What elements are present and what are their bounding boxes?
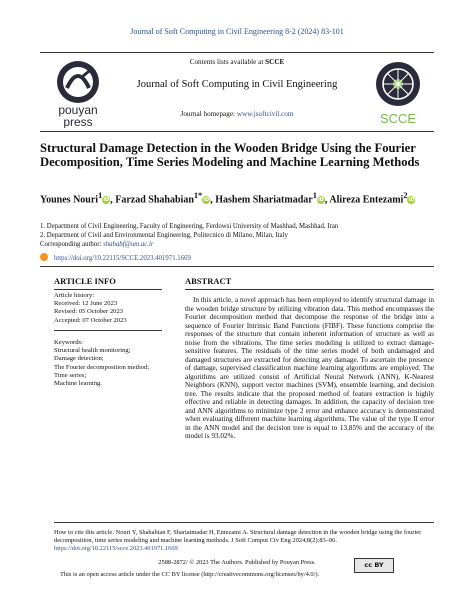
- abstract-rule: [185, 289, 434, 290]
- author-sup: 1: [312, 191, 317, 200]
- issn-line: 2588-2872/ © 2023 The Authors. Published by Pouyan Press.: [158, 559, 316, 566]
- article-info-rule: [54, 289, 162, 290]
- contents-line: [110, 58, 364, 66]
- doi-link[interactable]: https://doi.org/10.22115/SCCE.2023.401971.1669: [54, 255, 191, 262]
- homepage-prefix: Journal homepage:: [180, 110, 236, 118]
- history-line: Revised: 05 October 2023: [54, 308, 124, 316]
- orcid-icon[interactable]: iD: [203, 197, 210, 204]
- corresponding-email-link[interactable]: shahabf@um.ac.ir: [103, 241, 154, 248]
- abstract-body: In this article, a novel approach has been employed to identify structural damage in the wooden bridge structure by utilizing vibration data. This method encompasses the Fourier decomposition method that decompose the response of the bridge into a sequence of Fourier Intrinsic Band Functions (FIBF). These functions comprise the responses of the structure that contain inherent information of structure as well as noise from the vibrations. The time series modeling is utilized to extract damage-sensitive features. The residuals of the time series model of both undamaged and damaged structures are extracted for detecting any damage. To ascertain the presence of damage, supervised classification machine learning algorithms are employed. The algorithms are utilized consist of Artificial Neural Network (ANN), K-Nearest Neighbors (KNN), support vector machines (SVM), ensemble learning, and decision tree. The results indicate that the proposed method of feature extraction is highly effective and reliable in detecting damages. In addition, the capacity of decision tree and ANN algorithms to minimize type 2 error and enhance accuracy is demonstrated when evaluating different machine learning algorithms. The value of the type II error in the ANN model and the decision tree is equal to 13.85% and the accuracy of the model is 93.02%.: [185, 296, 434, 440]
- cc-badge-text: cc BY: [364, 561, 384, 569]
- paper-title: Structural Damage Detection in the Wooden Bridge Using the Fourier Decomposition, Time Series Modeling and Machine Learning Methods: [40, 141, 420, 169]
- keyword: The Fourier decomposition method;: [54, 363, 150, 371]
- orcid-icon[interactable]: iD: [103, 197, 110, 204]
- corresponding-label: Corresponding author:: [40, 241, 102, 248]
- header-rule: [40, 266, 434, 267]
- masthead-journal-name: Journal of Soft Computing in Civil Engineering: [136, 79, 338, 90]
- history-line: Article history:: [54, 292, 95, 299]
- affiliation-1: 1. Department of Civil Engineering, Faculty of Engineering, Ferdowsi University of Mashhad, Mashhad, Iran: [40, 223, 339, 230]
- contents-prefix: Contents lists available at: [189, 58, 264, 66]
- keywords-rule: [54, 330, 162, 331]
- logo-line2: press: [63, 115, 93, 128]
- author-name: Farzad Shahabian: [115, 194, 194, 206]
- scce-logo-text: SCCE: [379, 111, 417, 126]
- journal-running-header: Journal of Soft Computing in Civil Engineering 8-2 (2024) 83-101: [130, 27, 344, 36]
- open-access-icon: [40, 253, 48, 261]
- citation-doi-link[interactable]: https://doi.org/10.22115/scce.2023.401971.1669: [54, 545, 178, 552]
- article-info-heading: ARTICLE INFO: [54, 276, 116, 286]
- keyword: Machine learning.: [54, 380, 102, 388]
- abstract-text: [185, 296, 434, 441]
- keyword: Time series;: [54, 371, 87, 379]
- homepage-link[interactable]: www.jsoftcivil.com: [236, 110, 294, 118]
- affiliation-2: 2. Department of Civil and Environmental Engineering, Politecnico di Milano, Milan, Italy: [40, 232, 288, 239]
- cc-by-license-icon[interactable]: [354, 558, 394, 573]
- keyword: Damage detection;: [54, 355, 104, 363]
- orcid-icon[interactable]: iD: [408, 197, 415, 204]
- keywords-block: [54, 339, 162, 388]
- corresponding-author: [40, 240, 440, 249]
- citation-box: [54, 522, 434, 553]
- abstract-heading: ABSTRACT: [185, 276, 232, 286]
- pouyan-press-logo: [47, 58, 109, 128]
- orcid-icon[interactable]: iD: [317, 197, 324, 204]
- license-line: This is an open access article under the CC BY license (http://creativecommons.org/licenses/by/4.0/).: [60, 571, 320, 578]
- doi-line: [40, 253, 191, 262]
- citation-text: How to cite this article: Nouri Y, Shahabian F, Shariatmadar H, Entezami A. Structural damage detection in the wooden bridge using the fourier decomposition, time series modeling and machine learning methods. J Soft Comput Civ Eng 2024;8(2):83–06.: [54, 529, 422, 544]
- keyword: Structural health monitoring;: [54, 347, 131, 355]
- author-name: Younes Nouri: [40, 194, 99, 206]
- contents-source: SCCE: [265, 58, 285, 66]
- author-sup: 2: [403, 191, 408, 200]
- scce-logo: [367, 58, 429, 128]
- author-list: Younes Nouri$^1$iD, Farzad Shahabian$^{1*}$iD, Hashem Shariatmadar$^1$iD, Alireza Entezami$^2$iD: [40, 191, 415, 206]
- author-name: Hashem Shariatmadar: [215, 194, 313, 206]
- keywords-label: Keywords:: [54, 339, 83, 346]
- history-line: Accepted: 07 October 2023: [54, 316, 127, 324]
- article-history: [54, 292, 162, 325]
- author-sup: 1*: [193, 191, 203, 200]
- author-sup: 1: [98, 191, 103, 200]
- logo-line1: pouyan: [58, 103, 98, 117]
- history-line: Received: 12 June 2023: [54, 300, 118, 308]
- affiliations: [40, 222, 440, 249]
- author-name: Alireza Entezami: [329, 194, 404, 206]
- journal-homepage: [110, 110, 364, 118]
